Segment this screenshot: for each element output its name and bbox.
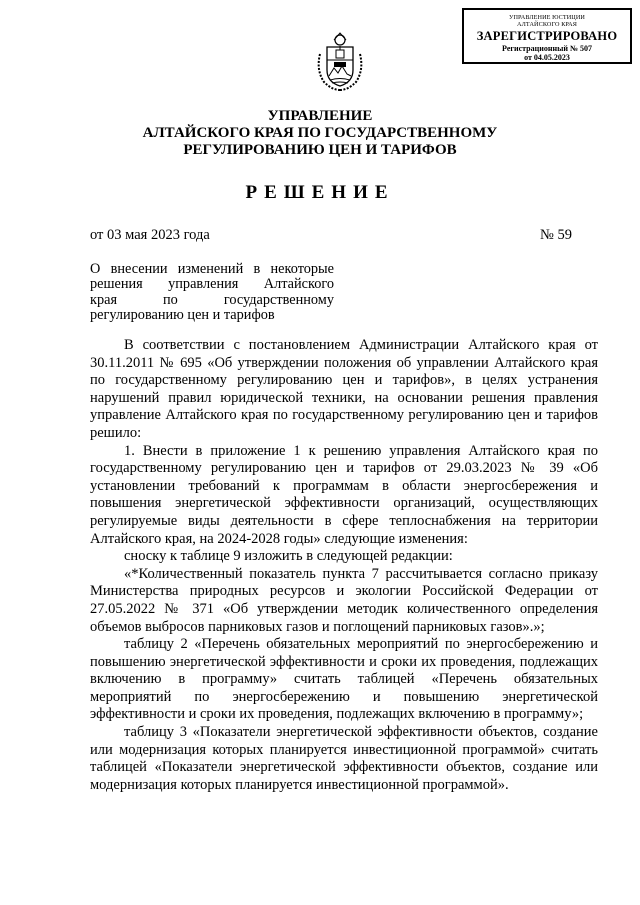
body-paragraph: таблицу 2 «Перечень обязательных мероприятий по энергосбережению и повышению энергетической эффективности и сроки их проведения, подлежащих включению в программу» считать таблицей «Перечень обязательных мероприятий по энергосбережению и повышению энергетической эффективности и сроки их проведения, подлежащих включению в программу»; (90, 636, 598, 723)
stamp-reg-number: Регистрационный № 507 (502, 44, 592, 53)
body-paragraph: таблицу 3 «Показатели энергетической эффективности объектов, создание или модернизация которых планируется инвестиционной программой» считать таблицей «Показатели энергетической эффективности объектов, создание или модернизация которых планируется инвестиционной программой». (90, 724, 598, 793)
stamp-status: ЗАРЕГИСТРИРОВАНО (476, 29, 618, 43)
authority-name-line2: АЛТАЙСКОГО КРАЯ ПО ГОСУДАРСТВЕННОМУ (142, 125, 498, 141)
body-paragraph: «*Количественный показатель пункта 7 рассчитывается согласно приказу Министерства природных ресурсов и экологии Российской Федерации от 27.05.2022 № 371 «Об утверждении методик количественного определения объемов выбросов парниковых газов и поглощений парниковых газов».»; (90, 565, 598, 635)
document-body (90, 337, 598, 794)
registration-stamp (462, 8, 632, 64)
document-subject (90, 262, 334, 324)
stamp-authority-line2: АЛТАЙСКОГО КРАЯ (517, 21, 577, 28)
stamp-reg-date: от 04.05.2023 (524, 53, 570, 62)
authority-name-line1: УПРАВЛЕНИЕ (267, 108, 373, 124)
document-date: от 03 мая 2023 года (90, 227, 210, 243)
subject-line: решения управления Алтайского (90, 276, 334, 293)
body-paragraph: В соответствии с постановлением Администрации Алтайского края от 30.11.2011 № 695 «Об утверждении положения об управлении Алтайского края по государственному регулированию цен и тарифов», в целях устранения нарушений правил юридической техники, на основании решения правления управление Алтайского края по государственному регулированию цен и тарифов решило: (90, 337, 598, 441)
document-number: № 59 (540, 227, 572, 243)
body-paragraph: 1. Внести в приложение 1 к решению управления Алтайского края по государственному регулированию цен и тарифов от 29.03.2023 № 39 «Об установлении требований к программам в области энергосбережения и повышения энергетической эффективности организаций, осуществляющих регулируемые виды деятельности в сфере теплоснабжения на территории Алтайского края, на 2024-2028 годы» следующие изменения: (90, 442, 598, 547)
coat-of-arms-icon (314, 30, 366, 92)
subject-line: края по государственному (90, 291, 334, 308)
body-paragraph: сноску к таблице 9 изложить в следующей редакции: (124, 548, 453, 565)
date-number-line (90, 227, 572, 245)
document-title: РЕШЕНИЕ (245, 182, 395, 203)
subject-line: регулированию цен и тарифов (90, 307, 275, 324)
subject-line: О внесении изменений в некоторые (90, 261, 334, 277)
authority-name-line3: РЕГУЛИРОВАНИЮ ЦЕН И ТАРИФОВ (183, 142, 457, 158)
stamp-authority-line1: УПРАВЛЕНИЕ ЮСТИЦИИ (508, 14, 586, 21)
